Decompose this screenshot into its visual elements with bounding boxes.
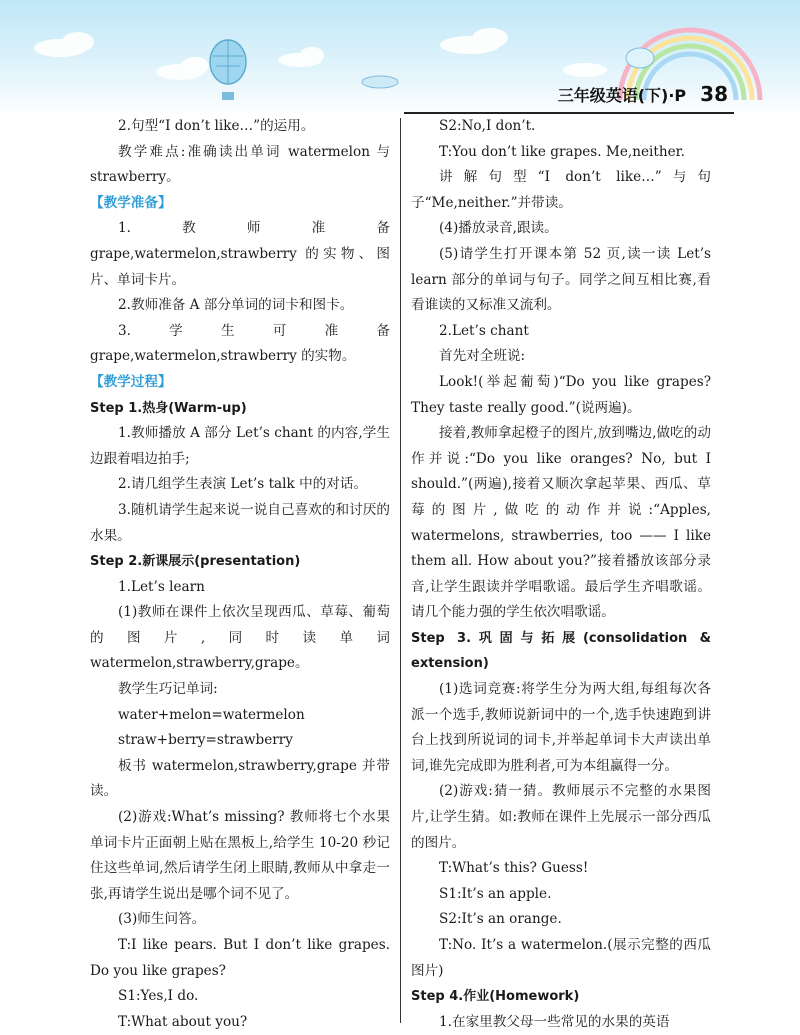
- paragraph: (4)播放录音,跟读。: [439, 220, 558, 237]
- paragraph: 板书 watermelon,strawberry,grape 并带读。: [90, 757, 390, 800]
- paragraph: 1.在家里教父母一些常见的水果的英语: [439, 1013, 670, 1030]
- paragraph: 讲解句型“I don’t like…”与句子“Me,neither.”并带读。: [411, 169, 711, 211]
- paragraph: 2.句型“I don’t like…”的运用。: [118, 118, 315, 134]
- book-title: 三年级英语(下)·P: [557, 86, 687, 105]
- step-heading: Step 4.作业(Homework): [411, 989, 580, 1005]
- paragraph: T:What’s this? Guess!: [439, 860, 589, 877]
- paragraph: 2.Let’s chant: [439, 322, 529, 339]
- section-heading: 【教学过程】: [90, 373, 172, 390]
- balloon-icon: [210, 40, 246, 100]
- page-number: 38: [700, 82, 728, 106]
- paragraph: 1.教师播放 A 部分 Let’s chant 的内容,学生边跟着唱边拍手;: [90, 425, 390, 467]
- step-heading: Step 1.热身(Warm-up): [90, 400, 247, 416]
- paragraph: 首先对全班说:: [439, 348, 526, 365]
- paragraph: S2:No,I don’t.: [439, 118, 536, 134]
- paragraph: S2:It’s an orange.: [439, 911, 562, 928]
- paragraph: water+melon=watermelon: [118, 706, 305, 723]
- paragraph: (3)师生问答。: [118, 911, 206, 928]
- header-banner: [0, 0, 800, 118]
- paragraph: T:What about you?: [118, 1013, 248, 1030]
- paragraph: (5)请学生打开课本第 52 页,读一读 Let’s learn 部分的单词与句子。同学之间互相比赛,看看谁读的又标准又流利。: [411, 245, 711, 314]
- column-divider: [400, 118, 401, 1023]
- paragraph: 2.教师准备 A 部分单词的词卡和图卡。: [118, 297, 354, 314]
- paragraph: T:You don’t like grapes. Me,neither.: [439, 143, 685, 160]
- left-column: [90, 114, 390, 1035]
- paragraph: S1:Yes,I do.: [118, 988, 199, 1005]
- right-column: [411, 114, 711, 1035]
- paragraph: S1:It’s an apple.: [439, 885, 552, 902]
- paragraph: (1)教师在课件上依次呈现西瓜、草莓、葡萄的图片,同时读单词 watermelon,strawberry,grape。: [90, 604, 390, 672]
- paragraph: T:I like pears. But I don’t like grapes. Do you like grapes?: [90, 937, 390, 979]
- paragraph: 接着,教师拿起橙子的图片,放到嘴边,做吃的动作并说:“Do you like oranges? No, but I should.”(两遍),接着又顺次拿起苹果、西瓜、草莓的图片,做吃的动作并说:“Apples, watermelons, strawberries, too —— I like them all. How about you?”接着播放该部分录音,让学生跟读并学唱歌谣。最后学生齐唱歌谣。请几个能力强的学生依次唱歌谣。: [411, 425, 711, 621]
- paragraph: (2)游戏:What’s missing? 教师将七个水果单词卡片正面朝上贴在黑板上,给学生 10-20 秒记住这些单词,然后请学生闭上眼睛,教师从中拿走一张,再请学生说出是哪个词不见了。: [90, 809, 390, 902]
- paragraph: 1.Let’s learn: [118, 578, 205, 595]
- paragraph: T:No. It’s a watermelon.(展示完整的西瓜图片): [411, 937, 711, 979]
- paragraph: 教学难点:准确读出单词 watermelon 与 strawberry。: [90, 143, 390, 186]
- paragraph: 2.请几组学生表演 Let’s talk 中的对话。: [118, 476, 368, 493]
- page-header: [558, 82, 728, 106]
- section-heading: 【教学准备】: [90, 194, 172, 211]
- paragraph: 1.教师准备 grape,watermelon,strawberry 的实物、图片、单词卡片。: [90, 220, 390, 288]
- paragraph: 3.学生可准备 grape,watermelon,strawberry 的实物。: [90, 322, 390, 365]
- step-heading: Step 2.新课展示(presentation): [90, 554, 301, 570]
- paragraph: straw+berry=strawberry: [118, 732, 293, 749]
- step-heading: Step 3.巩固与拓展(consolidation & extension): [411, 630, 711, 672]
- paragraph: (2)游戏:猜一猜。教师展示不完整的水果图片,让学生猜。如:教师在课件上先展示一部分西瓜的图片。: [411, 783, 711, 851]
- paragraph: 3.随机请学生起来说一说自己喜欢的和讨厌的水果。: [90, 501, 390, 544]
- paragraph: (1)选词竞赛:将学生分为两大组,每组每次各派一个选手,教师说新词中的一个,选手快速跑到讲台上找到所说词的词卡,并举起单词卡大声读出单词,谁先完成即为胜利者,可为本组赢得一分。: [411, 681, 711, 774]
- paragraph: 教学生巧记单词:: [118, 681, 218, 698]
- paragraph: Look!(举起葡萄)“Do you like grapes? They taste really good.”(说两遍)。: [411, 373, 711, 416]
